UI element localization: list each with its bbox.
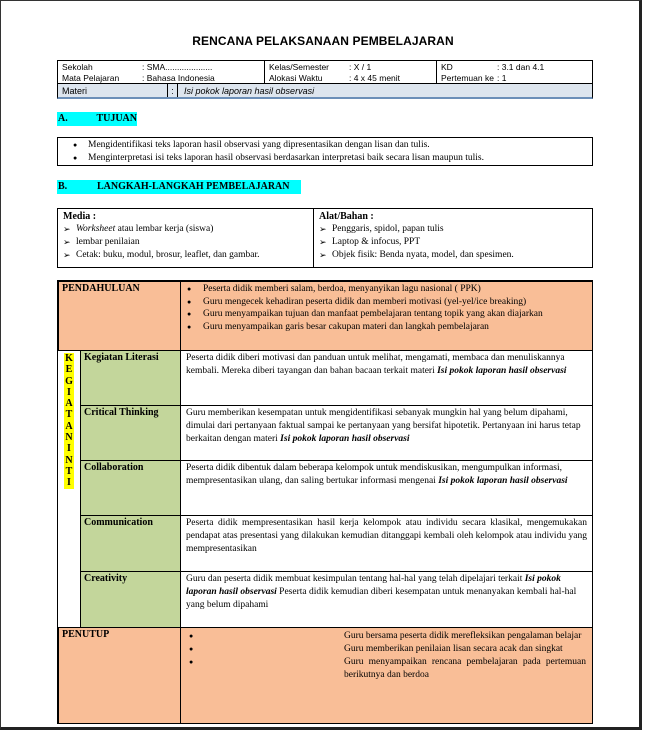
media-table — [57, 208, 593, 268]
section-b-heading — [57, 180, 301, 194]
kegiatan-inti-letter: A — [65, 398, 73, 410]
pertemuan-value: : 1 — [497, 72, 507, 83]
communication-label: Communication — [80, 515, 181, 572]
kelas-value: : X / 1 — [349, 62, 372, 72]
school-cell — [58, 61, 265, 85]
list-item: ➢ Objek fisik: Benda nyata, model, dan spesimen. — [319, 249, 587, 262]
materi-label: Materi — [58, 84, 168, 97]
sekolah-label: Sekolah — [62, 62, 93, 72]
list-item: ● Guru memberikan penilaian lisan secara acak dan singkat — [181, 643, 586, 656]
section-b-title: LANGKAH-LANGKAH PEMBELAJARAN — [97, 181, 290, 192]
materi-row — [57, 83, 593, 99]
sekolah-value: : SMA.................... — [142, 62, 213, 72]
kegiatan-inti-letter: K — [65, 353, 73, 364]
kelas-label: Kelas/Semester — [269, 62, 329, 72]
kegiatan-inti-letter: G — [65, 375, 73, 387]
list-item: ➢ Cetak: buku, modul, brosur, leaflet, dan gambar. — [63, 249, 308, 262]
alat-title: Alat/Bahan : — [319, 211, 374, 222]
collaboration-text: Peserta didik dibentuk dalam beberapa kelompok untuk mendiskusikan, mengumpulkan informasi, mempresentasikan ulang, dan saling bertukar informasi mengenai Isi pokok laporan hasil observasi — [180, 460, 593, 516]
header-info-table — [57, 60, 593, 85]
list-item: ● Menginterpretasi isi teks laporan hasil observasi berdasarkan interpretasi baik secara lisan maupun tulis. — [58, 152, 592, 165]
alokasi-value: : 4 x 45 menit — [349, 72, 401, 83]
kegiatan-inti-letter: T — [65, 409, 73, 421]
list-item: ● Guru menyampaikan tujuan dan manfaat pembelajaran tentang topik yang akan diajarkan — [181, 308, 592, 321]
materi-value: Isi pokok laporan hasil observasi — [184, 85, 315, 96]
section-a-number: A. — [58, 113, 68, 124]
creativity-text: Guru dan peserta didik membuat kesimpulan tentang hal-hal yang telah dipelajari terkait Isi pokok laporan hasil observasi Peserta didik kemudian diberi kesempatan untuk menanyakan kembali hal-hal yang belum dipahami — [180, 571, 593, 628]
kegiatan-inti-letter: A — [65, 420, 73, 432]
kegiatan-inti-label — [58, 351, 80, 629]
communication-text: Peserta didik mempresentasikan hasil kerja kelompok atau individu secara klasikal, mengemukakan pendapat atas presentasi yang dilakukan kemudian ditanggapi kembali oleh kelompok atau individu yang mempresentasikan — [180, 515, 593, 572]
alokasi-label: Alokasi Waktu — [269, 72, 323, 83]
media-title: Media : — [63, 211, 97, 222]
kegiatan-inti-letter: T — [65, 465, 73, 477]
kd-cell — [437, 61, 593, 85]
list-item: ➢ Laptop & infocus, PPT — [319, 236, 587, 249]
kd-value: : 3.1 dan 4.1 — [497, 62, 545, 72]
pertemuan-label: Pertemuan ke — [441, 72, 494, 83]
kegiatan-inti-letter: I — [67, 477, 71, 489]
list-item: ➢ Penggaris, spidol, papan tulis — [319, 223, 587, 236]
list-item: ● Guru mengecek kehadiran peserta didik dan memberi motivasi (yel-yel/ice breaking) — [181, 296, 592, 309]
collaboration-label: Collaboration — [80, 460, 181, 516]
critical-thinking-label: Critical Thinking — [80, 405, 181, 461]
tujuan-list — [58, 139, 592, 164]
mapel-value: : Bahasa Indonesia — [142, 72, 215, 83]
class-cell — [265, 61, 437, 85]
pendahuluan-content — [180, 281, 593, 351]
plan-table — [57, 280, 593, 724]
kegiatan-inti-letter: I — [67, 443, 71, 455]
pendahuluan-label: PENDAHULUAN — [58, 281, 181, 351]
penutup-label: PENUTUP — [58, 627, 181, 724]
list-item: ● Mengidentifikasi teks laporan hasil observasi yang dipresentasikan dengan lisan dan tulis. — [58, 139, 592, 152]
mapel-label: Mata Pelajaran — [62, 72, 120, 83]
list-item: ➢ lembar penilaian — [63, 236, 308, 249]
materi-colon: : — [168, 84, 178, 97]
section-a-heading — [57, 112, 137, 126]
list-item: ● Guru menyampaikan garis besar cakupan materi dan langkah pembelajaran — [181, 321, 592, 334]
literasi-text: Peserta didik diberi motivasi dan panduan untuk melihat, mengamati, membaca dan menuliskannya kembali. Mereka diberi tayangan dan bahan bacaan terkait materi Isi pokok laporan hasil observasi — [180, 350, 593, 406]
section-a-title: TUJUAN — [96, 113, 137, 124]
creativity-label: Creativity — [80, 571, 181, 628]
kd-label: KD — [441, 62, 453, 72]
page-title: RENCANA PELAKSANAAN PEMBELAJARAN — [192, 34, 454, 48]
alat-column — [314, 209, 592, 267]
kegiatan-inti-letter: N — [65, 454, 73, 466]
section-b-number: B. — [58, 181, 68, 192]
literasi-label: Kegiatan Literasi — [80, 350, 181, 406]
list-item: ● Peserta didik memberi salam, berdoa, menyanyikan lagu nasional ( PPK) — [181, 283, 592, 296]
critical-thinking-text: Guru memberikan kesempatan untuk mengidentifikasi sebanyak mungkin hal yang belum dipahami, dimulai dari pertanyaan faktual sampai ke pertanyaan yang bersifat hipotetik. Pertanyaan ini harus tetap berkaitan dengan materi Isi pokok laporan hasil observasi — [180, 405, 593, 461]
kegiatan-inti-letter: N — [65, 432, 73, 444]
tujuan-box — [57, 137, 593, 166]
kegiatan-inti-letter: E — [65, 364, 73, 376]
penutup-content — [180, 627, 593, 724]
list-item: ➢ Worksheet atau lembar kerja (siswa) — [63, 223, 308, 236]
list-item: ● Guru menyampaikan rencana pembelajaran pada pertemuan berikutnya dan berdoa — [181, 656, 586, 682]
media-column — [58, 209, 314, 267]
list-item: ● Guru bersama peserta didik merefleksikan pengalaman belajar — [181, 630, 586, 643]
kegiatan-inti-letter: I — [67, 386, 71, 398]
